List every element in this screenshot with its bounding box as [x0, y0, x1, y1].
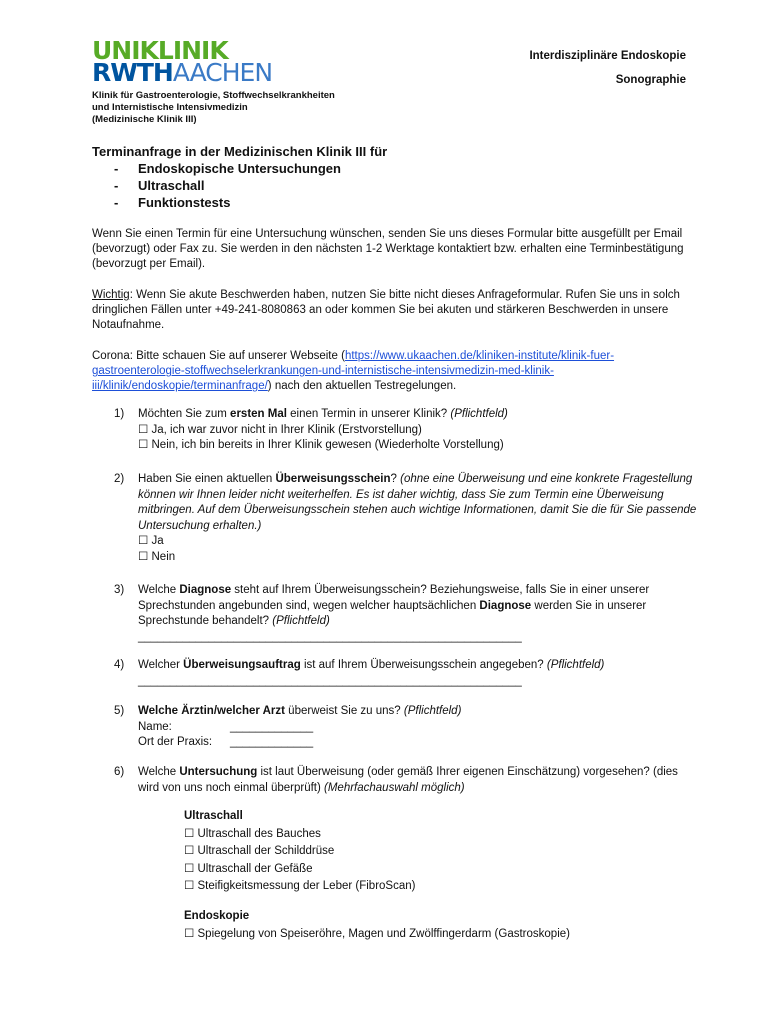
- question-text: Welche: [138, 584, 180, 596]
- logo-uniklinik: UNIKLINIK: [92, 36, 228, 65]
- question-text-bold: Welche Ärztin/welcher Arzt: [138, 705, 285, 717]
- clinic-line-2: und Internistische Intensivmedizin: [92, 102, 248, 113]
- question-5: [114, 704, 698, 751]
- department-header: [529, 50, 686, 98]
- question-3: [114, 583, 698, 645]
- logo-rwth-aachen: [92, 58, 273, 87]
- department-sonographie: Sonographie: [615, 74, 686, 86]
- question-number: 1): [114, 408, 125, 420]
- option-gastroskopie[interactable]: ☐ Spiegelung von Speiseröhre, Magen und Zwölffingerdarm (Gastroskopie): [184, 927, 570, 940]
- question-text-bold: ersten Mal: [230, 408, 287, 420]
- question-number: 6): [114, 766, 125, 778]
- department-endoskopie: Interdisziplinäre Endoskopie: [529, 50, 686, 62]
- question-2: [114, 472, 698, 566]
- ort-label: Ort der Praxis:: [138, 736, 213, 749]
- diagnose-answer-line[interactable]: ____________________________________________________________: [138, 630, 522, 643]
- question-number: 2): [114, 473, 125, 485]
- terminanfrage-link[interactable]: https://www.ukaachen.de/kliniken-institute/klinik-fuer-gastroenterologie-stoffwechselerkrankungen-und-internistische-intensivmedizin-med-klinik-iii/klinik/endoskopie/terminanfrage/: [92, 350, 615, 393]
- name-row: [138, 720, 698, 736]
- clinic-line-1: Klinik für Gastroenterologie, Stoffwechselkrankheiten: [92, 90, 335, 101]
- ultraschall-heading: Ultraschall: [184, 810, 243, 822]
- corona-text-after: ) nach den aktuellen Testregelungen.: [267, 380, 457, 393]
- clinic-line-3: (Medizinische Klinik III): [92, 114, 197, 125]
- required-note: (Pflichtfeld): [450, 408, 508, 420]
- corona-text-before: Corona: Bitte schauen Sie auf unserer Webseite (: [92, 350, 345, 362]
- option-wiederholte-vorstellung[interactable]: ☐ Nein, ich bin bereits in Ihrer Klinik gewesen (Wiederholte Vorstellung): [138, 439, 504, 452]
- question-text: Welche: [138, 766, 180, 778]
- corona-paragraph: [92, 349, 692, 395]
- title-item-endoskopie: - Endoskopische Untersuchungen: [92, 160, 387, 177]
- question-text: einen Termin in unserer Klinik?: [286, 408, 451, 420]
- name-label: Name:: [138, 720, 172, 733]
- question-4: [114, 658, 698, 689]
- endoskopie-section: [184, 908, 570, 943]
- question-text: steht auf Ihrem Überweisungsschein? Beziehungsweise, falls Sie in einer unserer Sprechstunden angebunden sind, wegen welcher hauptsächlichen: [138, 584, 650, 612]
- question-text-bold: Überweisungsauftrag: [183, 659, 301, 671]
- question-text: Welcher: [138, 659, 184, 671]
- question-text: Haben Sie einen aktuellen: [138, 473, 276, 485]
- question-number: 4): [114, 659, 125, 671]
- form-title: [92, 143, 387, 211]
- logo-aachen: AACHEN: [172, 58, 273, 87]
- clinic-name: [92, 90, 335, 126]
- logo-rwth: RWTH: [92, 58, 173, 87]
- question-1: [114, 407, 698, 454]
- question-number: 3): [114, 584, 125, 596]
- option-ultraschall-gefaesse[interactable]: ☐ Ultraschall der Gefäße: [184, 862, 313, 875]
- option-nein[interactable]: ☐ Nein: [138, 550, 176, 563]
- uniklinik-rwth-aachen-logo: [92, 36, 273, 87]
- question-6: [114, 765, 698, 796]
- question-note: (ohne eine Überweisung und eine konkrete Fragestellung können wir Ihnen leider nicht weiterhelfen. Es ist daher wichtig, dass Sie zum Termin eine Überweisung mitbringen. Auf dem Überweisungsschein stehen auch wichtige Informationen, damit Sie die für Sie passende Untersuchung erhalten.): [138, 473, 697, 532]
- ultraschall-section: [184, 808, 415, 896]
- required-note: (Pflichtfeld): [546, 659, 605, 671]
- form-title-heading: Terminanfrage in der Medizinischen Klinik III für: [92, 144, 388, 159]
- ort-row: [138, 735, 698, 751]
- option-fibroscan[interactable]: ☐ Steifigkeitsmessung der Leber (FibroScan): [184, 880, 416, 893]
- option-ja[interactable]: ☐ Ja: [138, 535, 164, 548]
- option-ultraschall-bauch[interactable]: ☐ Ultraschall des Bauches: [184, 827, 321, 840]
- question-text-bold: Diagnose: [179, 584, 232, 596]
- option-ultraschall-schilddruese[interactable]: ☐ Ultraschall der Schilddrüse: [184, 845, 335, 858]
- endoskopie-heading: Endoskopie: [184, 910, 250, 922]
- name-answer-line[interactable]: _____________: [230, 720, 314, 733]
- question-text: ist auf Ihrem Überweisungsschein angegeben?: [300, 659, 547, 671]
- intro-paragraph: Wenn Sie einen Termin für eine Untersuchung wünschen, senden Sie uns dieses Formular bitte ausgefüllt per Email (bevorzugt) oder Fax zu. Sie werden in den nächsten 1-2 Werktage kontaktiert bzw. erhalten eine Terminbestätigung (bevorzugt per Email).: [92, 228, 684, 271]
- question-text-bold: Diagnose: [479, 599, 532, 612]
- required-note: (Pflichtfeld): [403, 705, 462, 717]
- form-title-list: [92, 160, 387, 211]
- question-text-bold: Untersuchung: [179, 766, 258, 778]
- question-text: ist laut Überweisung (oder gemäß Ihrer eigenen Einschätzung) vorgesehen? (dies wird von uns noch einmal überprüft): [138, 766, 678, 794]
- title-item-funktionstests: - Funktionstests: [92, 194, 387, 211]
- question-number: 5): [114, 705, 125, 717]
- important-text: : Wenn Sie akute Beschwerden haben, nutzen Sie bitte nicht dieses Anfrageformular. Rufen Sie uns in solch dringlichen Fällen unter +49-241-8080863 an oder kommen Sie bei akuten und stärkeren Beschwerden in unsere Notaufnahme.: [92, 289, 680, 332]
- option-erstvorstellung[interactable]: ☐ Ja, ich war zuvor nicht in Ihrer Klinik (Erstvorstellung): [138, 423, 422, 436]
- question-text: überweist Sie zu uns?: [284, 705, 404, 717]
- question-text-bold: Überweisungsschein: [275, 473, 391, 485]
- ort-answer-line[interactable]: _____________: [230, 736, 314, 749]
- ueberweisungsauftrag-answer-line[interactable]: ____________________________________________________________: [138, 674, 522, 687]
- question-text: Möchten Sie zum: [138, 408, 231, 420]
- important-paragraph: [92, 288, 692, 334]
- question-text: werden Sie in unserer Sprechstunde behandelt?: [138, 599, 647, 628]
- required-note: (Pflichtfeld): [272, 615, 330, 628]
- title-item-ultraschall: - Ultraschall: [92, 177, 387, 194]
- question-text: ?: [390, 473, 401, 485]
- multi-select-note: (Mehrfachauswahl möglich): [324, 781, 465, 794]
- important-label: Wichtig: [92, 289, 130, 301]
